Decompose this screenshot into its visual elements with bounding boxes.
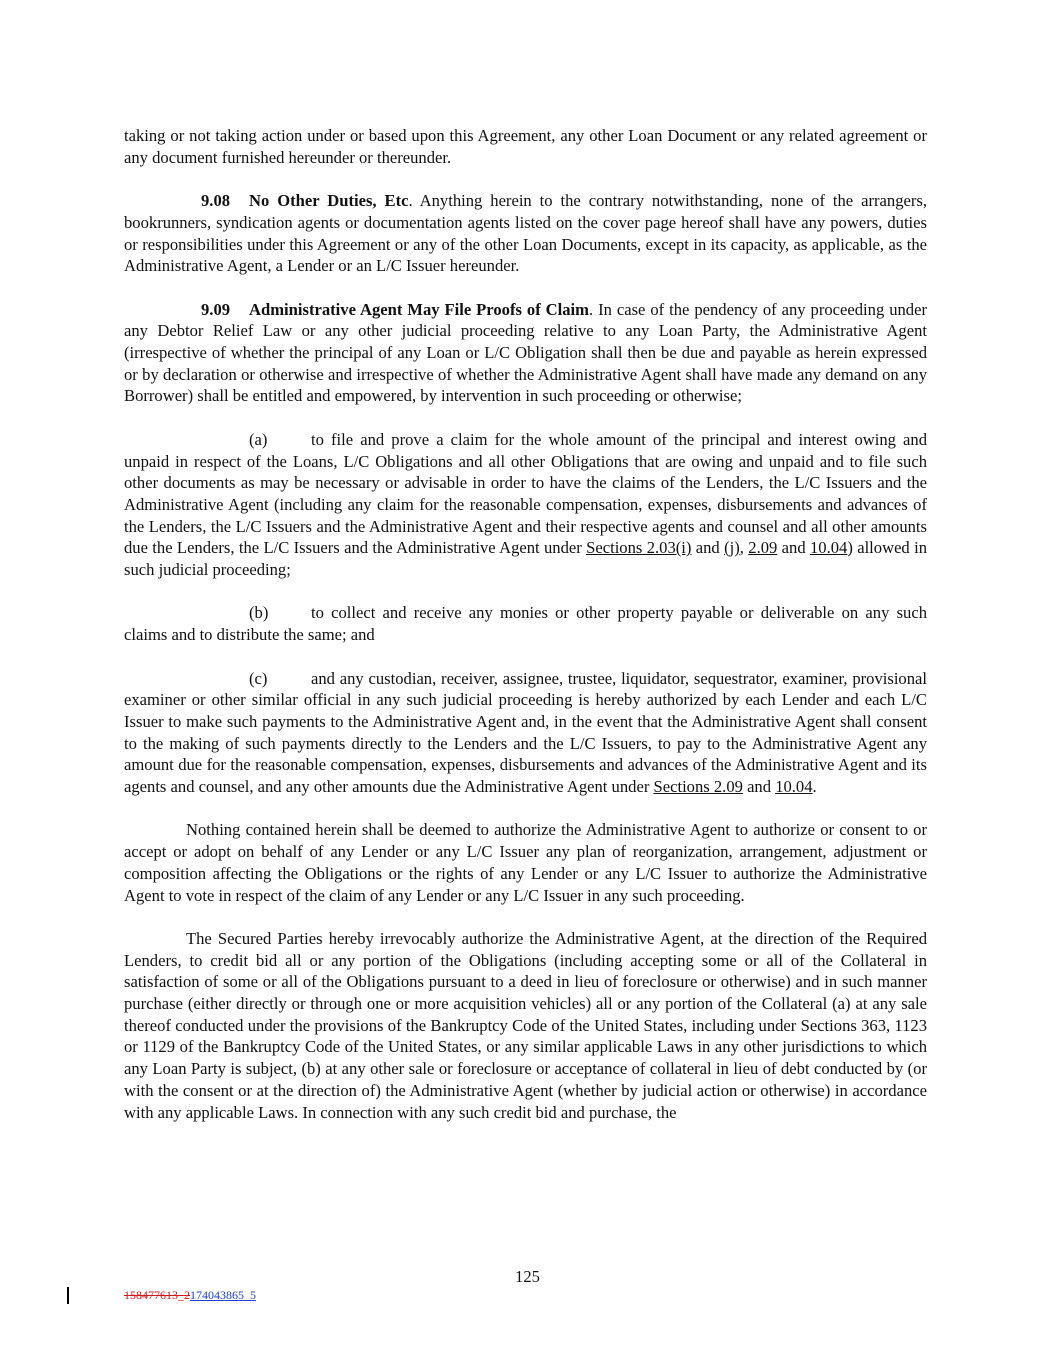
- section-number: 9.08: [201, 191, 231, 211]
- clause-label: (c): [249, 668, 268, 688]
- cross-reference: 10.04: [809, 538, 848, 558]
- clause-label: (a): [249, 429, 268, 449]
- intro-paragraph: taking or not taking action under or based upon this Agreement, any other Loan Document or any related agreement or any document furnished hereunder or thereunder.: [124, 126, 927, 167]
- section-body: In case of the pendency of any proceeding under any Debtor Relief Law or any other judicial proceeding relative to any Loan Party, the Administrative Agent (irrespective of whether the principal of any Loan or L/C Obligation shall then be due and payable as herein expressed or by declaration or otherwise and irrespective of whether the Administrative Agent shall have made any demand on any Borrower) shall be entitled and empowered, by intervention in such proceeding or otherwise;: [124, 299, 927, 406]
- document-body: [124, 125, 927, 1123]
- cross-reference: 10.04: [775, 777, 813, 797]
- section-title: Administrative Agent May File Proofs of Claim: [249, 299, 589, 319]
- page-number: 125: [515, 1267, 540, 1286]
- section-number: 9.09: [201, 299, 231, 319]
- clause-b: (b) to collect and receive any monies or other property payable or deliverable on any such claims and to distribute the same; and: [124, 603, 927, 645]
- section-body: Anything herein to the contrary notwithstanding, none of the arrangers, bookrunners, syndication agents or documentation agents listed on the cover page hereof shall have any powers, duties or responsibilities under this Agreement or any of the other Loan Documents, except in its capacity, as applicable, as the Administrative Agent, a Lender or an L/C Issuer hereunder.: [124, 191, 927, 276]
- clause-a: (a) to file and prove a claim for the whole amount of the principal and interest owing and unpaid in respect of the Loans, L/C Obligations and all other Obligations that are owing and unpaid and to file such other documents as may be necessary or advisable in order to have the claims of the Lenders, the L/C Issuers and the Administrative Agent (including any claim for the reasonable compensation, expenses, disbursements and advances of the Lenders, the L/C Issuers and the Administrative Agent and their respective agents and counsel and all other amounts due the Lenders, the L/C Issuers and the Administrative Agent under Sections 2.03(i) and (j), 2.09 and 10.04) allowed in such judicial proceeding;: [124, 429, 927, 580]
- revision-change-bar: [67, 1287, 69, 1304]
- section-9-09: 9.09 Administrative Agent May File Proofs of Claim. In case of the pendency of any proceeding under any Debtor Relief Law or any other judicial proceeding relative to any Loan Party, the Administrative Agent (irrespective of whether the principal of any Loan or L/C Obligation shall then be due and payable as herein expressed or by declaration or otherwise and irrespective of whether the Administrative Agent shall have made any demand on any Borrower) shall be entitled and empowered, by intervention in such proceeding or otherwise;: [124, 299, 927, 406]
- clause-label: (b): [249, 603, 269, 623]
- clause-c: (c) and any custodian, receiver, assignee, trustee, liquidator, sequestrator, examiner, provisional examiner or other similar official in any such judicial proceeding is hereby authorized by each Lender and each L/C Issuer to make such payments to the Administrative Agent and, in the event that the Administrative Agent shall consent to the making of such payments directly to the Lenders and the L/C Issuers, to pay to the Administrative Agent any amount due for the reasonable compensation, expenses, disbursements and advances of the Administrative Agent and its agents and counsel, and any other amounts due the Administrative Agent under Sections 2.09 and 10.04.: [124, 668, 927, 797]
- cross-reference: Sections 2.03(i): [586, 538, 692, 558]
- section-9-08: 9.08 No Other Duties, Etc. Anything herein to the contrary notwithstanding, none of the arrangers, bookrunners, syndication agents or documentation agents listed on the cover page hereof shall have any powers, duties or responsibilities under this Agreement or any of the other Loan Documents, except in its capacity, as applicable, as the Administrative Agent, a Lender or an L/C Issuer hereunder.: [124, 191, 927, 276]
- cross-reference: Sections 2.09: [653, 777, 743, 797]
- inserted-document-id: 174043865_5: [190, 1288, 256, 1302]
- secured-parties-paragraph: The Secured Parties hereby irrevocably authorize the Administrative Agent, at the direction of the Required Lenders, to credit bid all or any portion of the Obligations (including accepting some or all of the Collateral in satisfaction of some or all of the Obligations pursuant to a deed in lieu of foreclosure or otherwise) and in such manner purchase (either directly or through one or more acquisition vehicles) all or any portion of the Collateral (a) at any sale thereof conducted under the provisions of the Bankruptcy Code of the United States, including under Sections 363, 1123 or 1129 of the Bankruptcy Code of the United States, or any similar applicable Laws in any other jurisdictions to which any Loan Party is subject, (b) at any other sale or foreclosure or acceptance of collateral in lieu of debt conducted by (or with the consent or at the direction of) the Administrative Agent (whether by judicial action or otherwise) in accordance with any applicable Laws. In connection with any such credit bid and purchase, the: [124, 928, 927, 1122]
- nothing-contained-paragraph: Nothing contained herein shall be deemed to authorize the Administrative Agent to authorize or consent to or accept or adopt on behalf of any Lender or any L/C Issuer any plan of reorganization, arrangement, adjustment or composition affecting the Obligations or the rights of any Lender or any L/C Issuer to authorize the Administrative Agent to vote in respect of the claim of any Lender or any L/C Issuer in any such proceeding.: [124, 820, 927, 905]
- document-id: [124, 1288, 256, 1302]
- cross-reference: (j): [724, 538, 740, 558]
- deleted-document-id: 158477613_2: [124, 1288, 190, 1302]
- cross-reference: 2.09: [748, 538, 778, 558]
- section-title: No Other Duties, Etc: [249, 191, 409, 211]
